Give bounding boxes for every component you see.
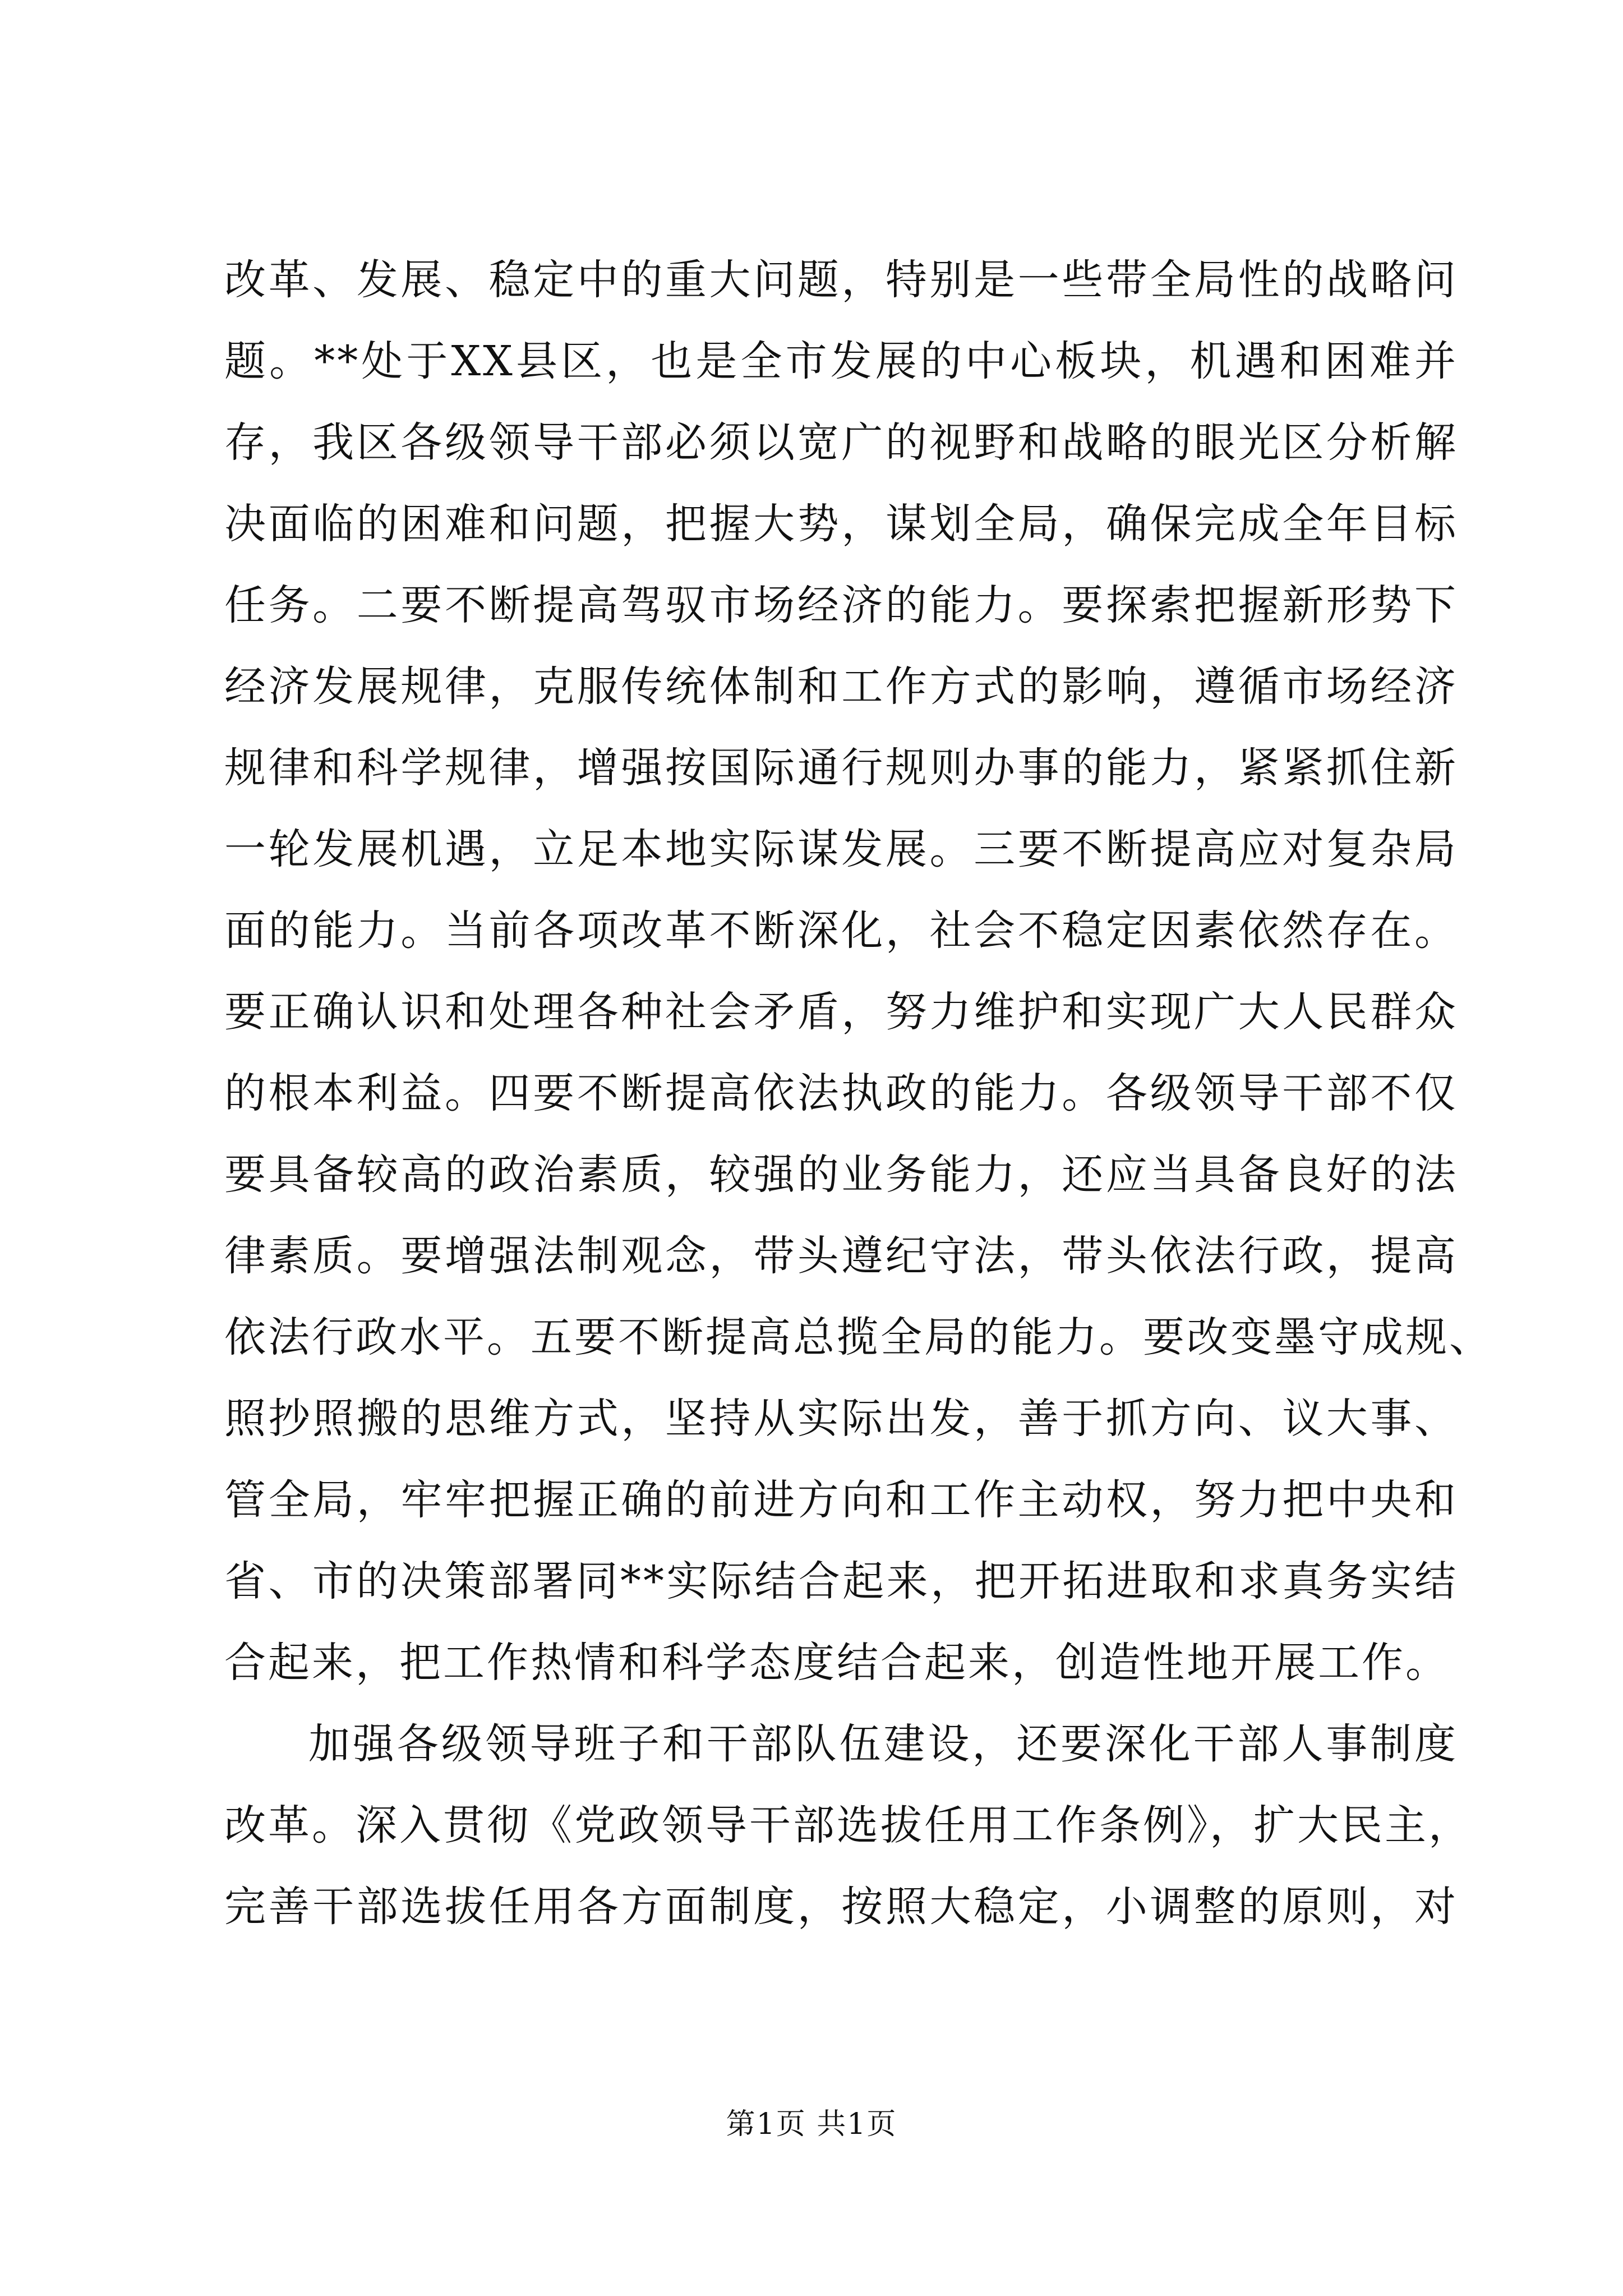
body-text	[224, 252, 1493, 1961]
text-line: 省、市的决策部署同**实际结合起来，把开拓进取和求真务实结	[224, 1557, 1458, 1605]
text-line: 照抄照搬的思维方式，坚持从实际出发，善于抓方向、议大事、	[224, 1395, 1458, 1443]
text-line: 任务。二要不断提高驾驭市场经济的能力。要探索把握新形势下	[224, 581, 1458, 629]
page-footer: 第1页 共1页	[726, 2108, 897, 2141]
paragraph-end-line: 合起来，把工作热情和科学态度结合起来，创造性地开展工作。	[224, 1639, 1449, 1687]
text-line: 改革。深入贯彻《党政领导干部选拔任用工作条例》，扩大民主，	[224, 1801, 1472, 1849]
text-line: 存，我区各级领导干部必须以宽广的视野和战略的眼光区分析解	[224, 418, 1458, 467]
text-line: 完善干部选拔任用各方面制度，按照大稳定，小调整的原则，对	[224, 1883, 1458, 1931]
text-line: 管全局，牢牢把握正确的前进方向和工作主动权，努力把中央和	[224, 1476, 1458, 1524]
text-line: 改革、发展、稳定中的重大问题，特别是一些带全局性的战略问	[224, 256, 1458, 304]
text-line: 规律和科学规律，增强按国际通行规则办事的能力，紧紧抓住新	[224, 744, 1458, 792]
text-line: 经济发展规律，克服传统体制和工作方式的影响，遵循市场经济	[224, 662, 1458, 711]
paragraph-start-line: 加强各级领导班子和干部队伍建设，还要深化干部人事制度	[308, 1720, 1458, 1768]
text-line: 的根本利益。四要不断提高依法执政的能力。各级领导干部不仅	[224, 1069, 1458, 1117]
text-line: 要具备较高的政治素质，较强的业务能力，还应当具备良好的法	[224, 1151, 1458, 1199]
text-line: 决面临的困难和问题，把握大势，谋划全局，确保完成全年目标	[224, 500, 1458, 548]
text-line: 依法行政水平。五要不断提高总揽全局的能力。要改变墨守成规、	[224, 1313, 1493, 1361]
text-line: 题。**处于XX县区，也是全市发展的中心板块，机遇和困难并	[224, 337, 1458, 385]
text-line: 面的能力。当前各项改革不断深化，社会不稳定因素依然存在。	[224, 907, 1458, 955]
text-line: 一轮发展机遇，立足本地实际谋发展。三要不断提高应对复杂局	[224, 825, 1458, 873]
text-line: 律素质。要增强法制观念，带头遵纪守法，带头依法行政，提高	[224, 1232, 1458, 1280]
text-line: 要正确认识和处理各种社会矛盾，努力维护和实现广大人民群众	[224, 988, 1458, 1036]
